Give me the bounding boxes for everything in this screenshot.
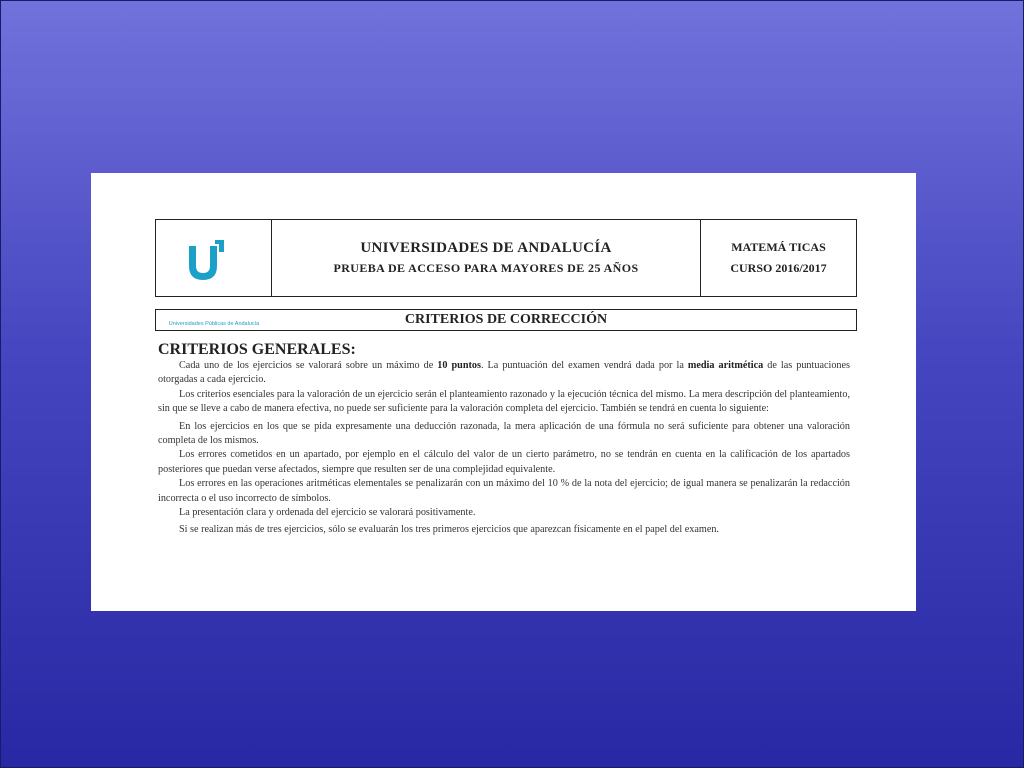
paragraph-2: Los criterios esenciales para la valoración de un ejercicio serán el planteamiento razonado y la ejecución técnica del mismo. La mera descripción del planteamiento, sin que se lleve a cabo de manera efectiva, no puede ser suficiente para la valoración completa del ejercicio. También se tendrá en cuenta lo siguiente: xyxy=(158,388,850,415)
paragraph-1 xyxy=(158,359,850,388)
paragraph-1-text-c: . La puntuación del examen vendrá dada por la xyxy=(480,360,688,371)
logo-caption: Universidades Públicas de Andalucía xyxy=(168,321,260,327)
paragraph-1-bold-points: 10 puntos xyxy=(437,360,481,371)
criteria-heading: CRITERIOS DE CORRECCIÓN xyxy=(155,309,857,331)
exam-title-cell xyxy=(272,220,701,296)
paragraph-3: En los ejercicios en los que se pida expresamente una deducción razonada, la mera aplicación de una fórmula no será suficiente para obtener una valoración completa de los mismos. xyxy=(158,420,850,447)
subject-name: MATEMÁ TICAS xyxy=(731,240,826,254)
course-year: CURSO 2016/2017 xyxy=(730,261,827,275)
paragraph-1-text-e: de las puntuaciones otorgadas a cada ejercicio. xyxy=(158,360,851,386)
university-u-logo-icon xyxy=(186,240,224,284)
section-title: CRITERIOS GENERALES: xyxy=(158,341,356,358)
university-title: UNIVERSIDADES DE ANDALUCÍA xyxy=(360,240,612,256)
criteria-body xyxy=(158,359,850,538)
paragraph-5: Los errores en las operaciones aritméticas elementales se penalizarán con un máximo del 10 % de la nota del ejercicio; de igual manera se penalizarán la redacción incorrecta o el uso incorrecto de símbolos. xyxy=(158,478,850,504)
paragraph-6: La presentación clara y ordenada del ejercicio se valorará positivamente. xyxy=(179,507,476,519)
paragraph-1-bold-mean: media aritmética xyxy=(687,360,764,371)
logo-cell xyxy=(156,220,272,327)
document-page xyxy=(91,173,916,611)
subject-cell xyxy=(701,220,856,296)
paragraph-4: Los errores cometidos en un apartado, por ejemplo en el cálculo del valor de un cierto parámetro, no se tendrán en cuenta en la calificación de los apartados posteriores que puedan verse afectados, siempre que resulten ser de una complejidad equivalente. xyxy=(158,449,850,475)
paragraph-1-text-a: Cada uno de los ejercicios se valorará sobre un máximo de xyxy=(179,360,438,371)
exam-subtitle: PRUEBA DE ACCESO PARA MAYORES DE 25 AÑOS xyxy=(333,261,639,275)
paragraph-7: Si se realizan más de tres ejercicios, sólo se evaluarán los tres primeros ejercicios que aparezcan físicamente en el papel del examen. xyxy=(179,524,719,536)
